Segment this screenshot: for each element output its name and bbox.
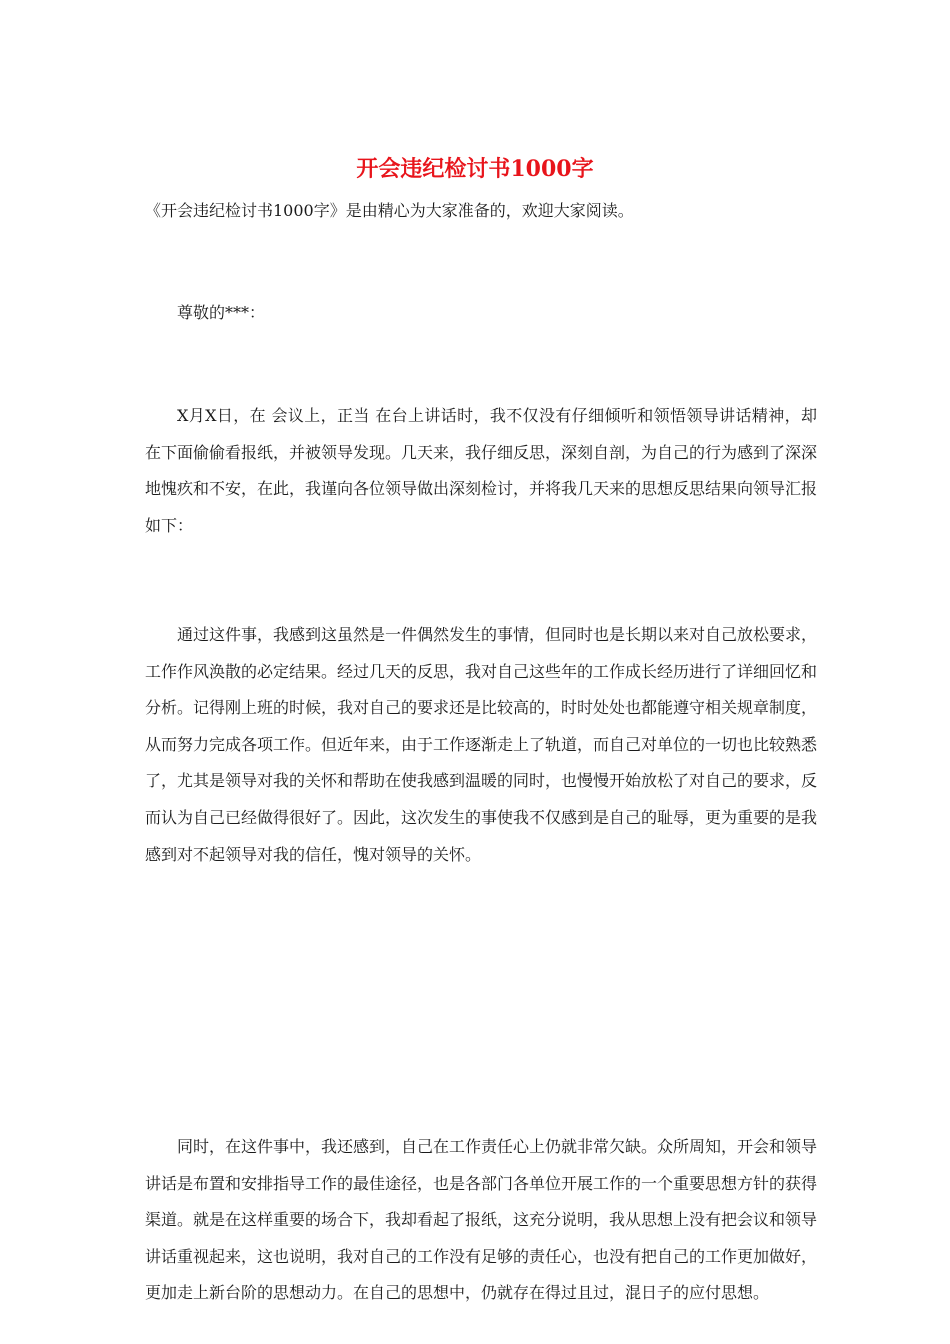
document-title: 开会违纪检讨书1000字	[356, 156, 594, 182]
body-paragraph-3: 同时，在这件事中，我还感到，自己在工作责任心上仍就非常欠缺。众所周知，开会和领导讲话是布置和安排指导工作的最佳途径，也是各部门各单位开展工作的一个重要思想方针的获得渠道。就是在这样重要的场合下，我却看起了报纸，这充分说明，我从思想上没有把会议和领导讲话重视起来，这也说明，我对自己的工作没有足够的责任心，也没有把自己的工作更加做好，更加走上新台阶的思想动力。在自己的思想中，仍就存在得过且过，混日子的应付思想。	[145, 1137, 818, 1303]
body-paragraph-1: X月X日，在 会议上，正当 在台上讲话时，我不仅没有仔细倾听和领悟领导讲话精神，却在下面偷偷看报纸，并被领导发现。几天来，我仔细反思，深刻自剖，为自己的行为感到了深深地愧疚和不安，在此，我谨向各位领导做出深刻检讨，并将我几天来的思想反思结果向领导汇报如下：	[145, 406, 818, 535]
body-paragraph-2: 通过这件事，我感到这虽然是一件偶然发生的事情，但同时也是长期以来对自己放松要求，工作作风涣散的必定结果。经过几天的反思，我对自己这些年的工作成长经历进行了详细回忆和分析。记得刚上班的时候，我对自己的要求还是比较高的，时时处处也都能遵守相关规章制度，从而努力完成各项工作。但近年来，由于工作逐渐走上了轨道，而自己对单位的一切也比较熟悉了，尤其是领导对我的关怀和帮助在使我感到温暖的同时，也慢慢开始放松了对自己的要求，反而认为自己已经做得很好了。因此，这次发生的事使我不仅感到是自己的耻辱，更为重要的是我感到对不起领导对我的信任，愧对领导的关怀。	[145, 625, 818, 864]
salutation: 尊敬的***：	[177, 303, 266, 322]
intro-line: 《开会违纪检讨书1000字》是由精心为大家准备的，欢迎大家阅读。	[145, 201, 634, 220]
